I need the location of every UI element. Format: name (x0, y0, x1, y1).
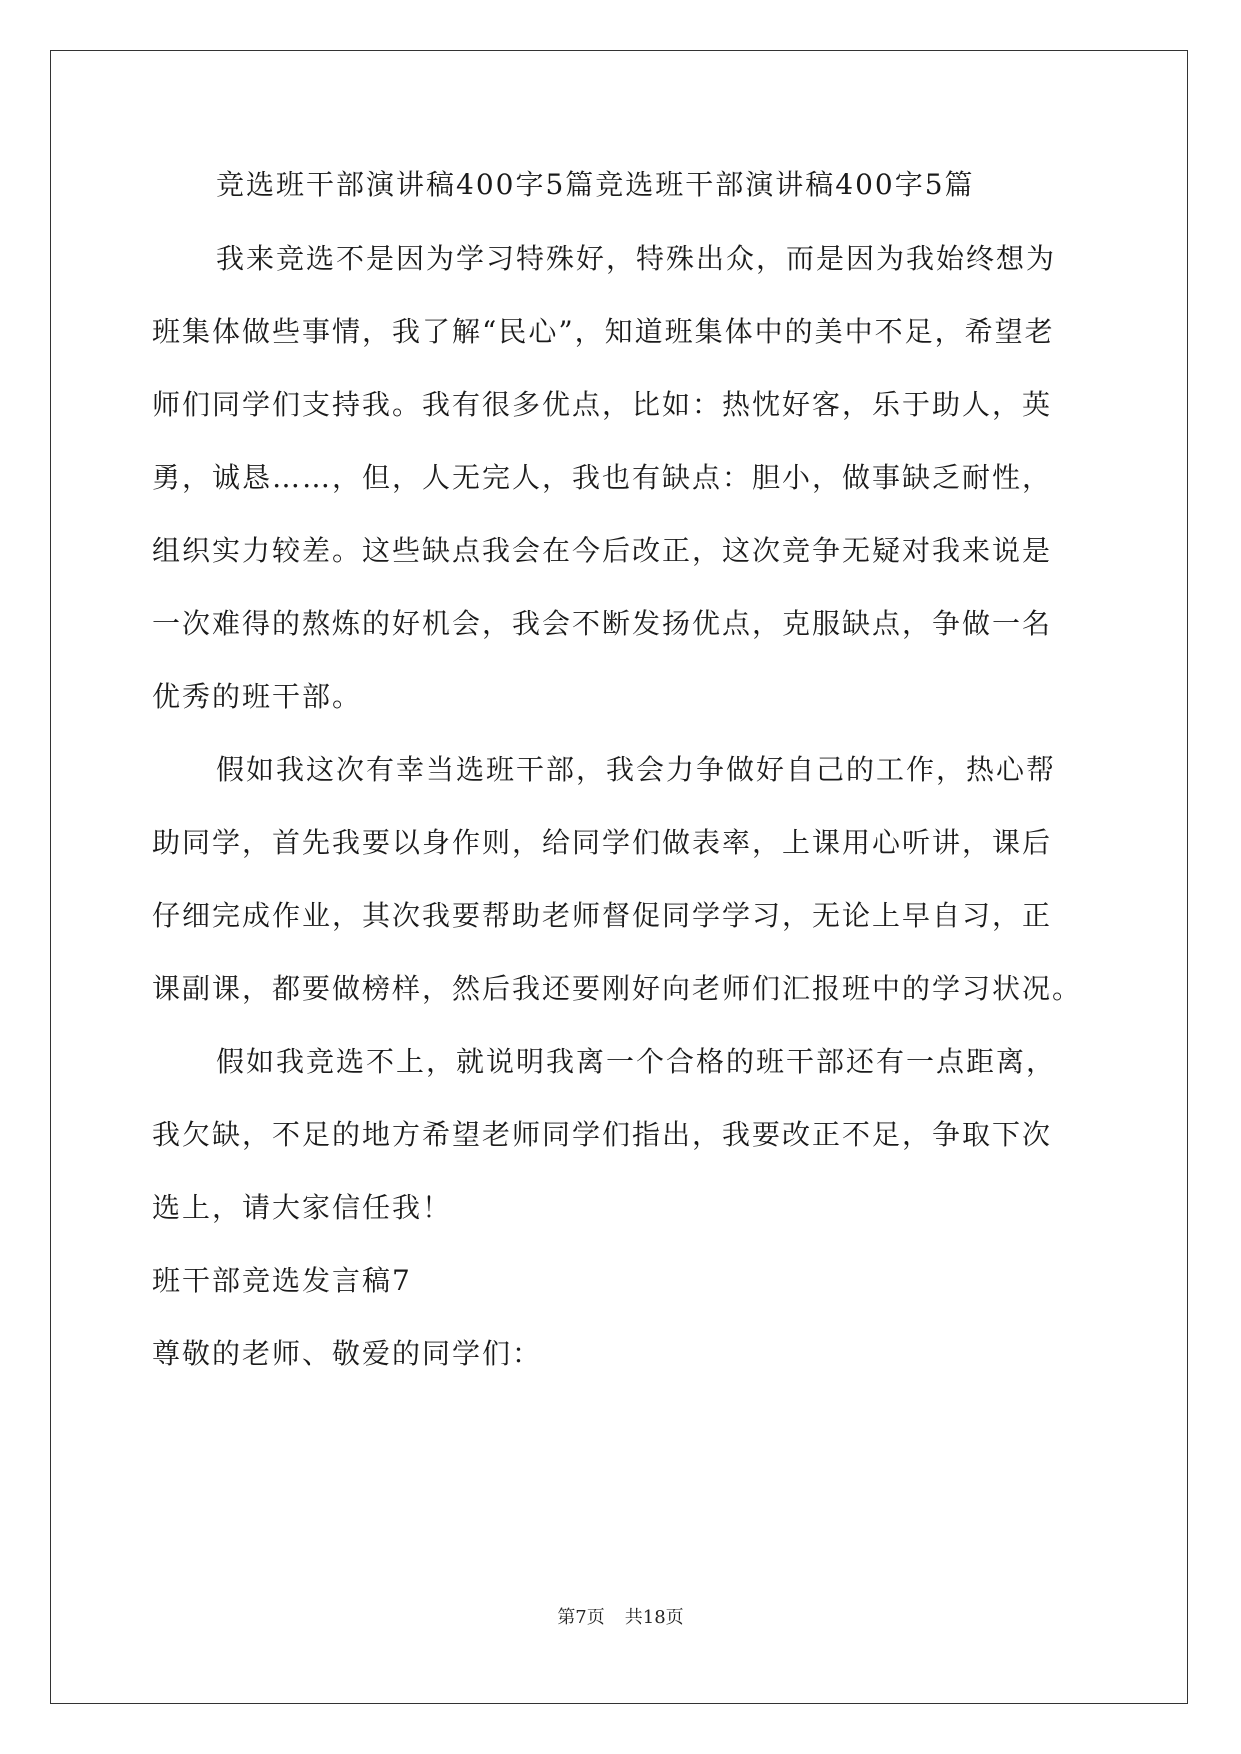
page-number: 第7页 (557, 1607, 605, 1628)
paragraph-line: 助同学，首先我要以身作则，给同学们做表率，上课用心听讲，课后 (152, 826, 1053, 859)
paragraph-line: 优秀的班干部。 (152, 680, 363, 713)
paragraph-line: 课副课，都要做榜样，然后我还要刚好向老师们汇报班中的学习状况。 (152, 972, 1083, 1005)
paragraph-line: 我来竞选不是因为学习特殊好，特殊出众，而是因为我始终想为 (216, 242, 1057, 275)
paragraph-line: 师们同学们支持我。我有很多优点，比如：热忱好客，乐于助人，英 (152, 388, 1053, 421)
paragraph-line: 一次难得的熬炼的好机会，我会不断发扬优点，克服缺点，争做一名 (152, 607, 1053, 640)
paragraph-line: 班集体做些事情，我了解“民心”，知道班集体中的美中不足，希望老 (152, 315, 1055, 348)
paragraph-line: 组织实力较差。这些缺点我会在今后改正，这次竞争无疑对我来说是 (152, 534, 1053, 567)
paragraph-line: 仔细完成作业，其次我要帮助老师督促同学学习，无论上早自习，正 (152, 899, 1053, 932)
page-footer (0, 1606, 1241, 1630)
paragraph-line: 假如我竞选不上，就说明我离一个合格的班干部还有一点距离， (216, 1045, 1057, 1078)
paragraph-line: 我欠缺，不足的地方希望老师同学们指出，我要改正不足，争取下次 (152, 1118, 1053, 1151)
paragraph-line: 假如我这次有幸当选班干部，我会力争做好自己的工作，热心帮 (216, 753, 1057, 786)
section-heading: 班干部竞选发言稿7 (152, 1264, 412, 1297)
salutation-line: 尊敬的老师、敬爱的同学们： (152, 1337, 543, 1370)
paragraph-line: 勇，诚恳……，但，人无完人，我也有缺点：胆小，做事缺乏耐性， (152, 461, 1053, 494)
paragraph-line: 选上，请大家信任我！ (152, 1191, 453, 1224)
document-title-line: 竞选班干部演讲稿400字5篇竞选班干部演讲稿400字5篇 (216, 168, 975, 201)
page-total: 共18页 (624, 1607, 684, 1628)
page-border (50, 50, 1188, 1704)
